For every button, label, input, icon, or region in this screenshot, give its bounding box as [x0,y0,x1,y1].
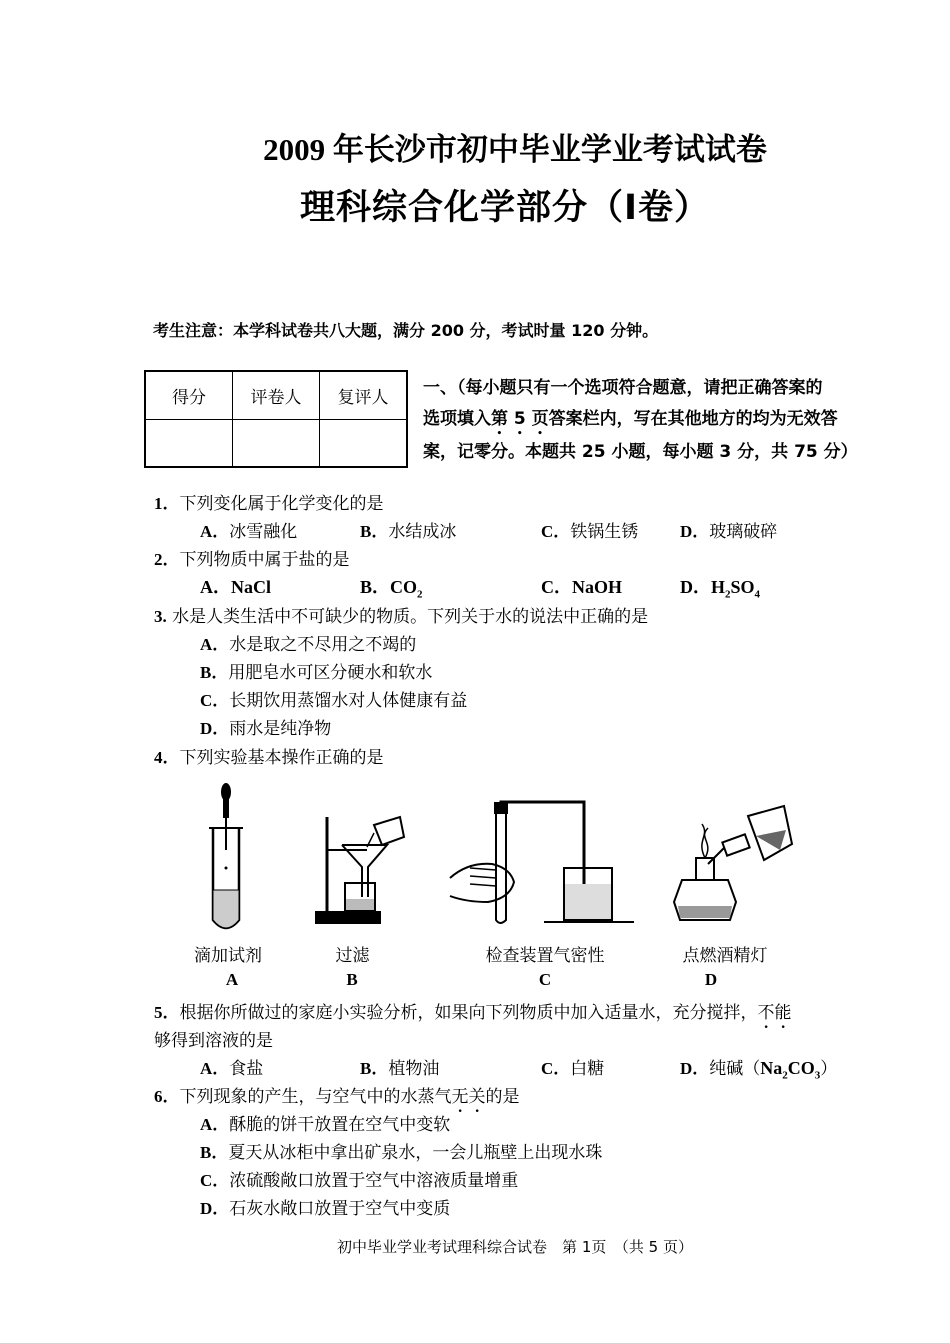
q6-option-c[interactable]: C．浓硫酸敞口放置于空气中溶液质量增重 [200,1171,519,1191]
emphasis-unrelated: 无关 [451,1087,486,1107]
score-table [144,370,408,468]
exam-notice: 考生注意：本学科试卷共八大题，满分 200 分，考试时量 120 分钟。 [153,321,659,340]
q3-option-b[interactable]: B．用肥皂水可区分硬水和软水 [200,663,433,683]
section1-line1: 一、（每小题只有一个选项符合题意，请把正确答案的 [423,378,823,398]
q5-option-a[interactable]: A．食盐 [200,1059,264,1079]
q2-option-c[interactable]: C．NaOH [541,577,622,597]
q5-option-c[interactable]: C．白糖 [541,1059,605,1079]
emphasis-not: 不能 [757,1003,792,1023]
filtration-illustration [312,805,412,930]
q6-option-b[interactable]: B．夏天从冰柜中拿出矿泉水，一会儿瓶壁上出现水珠 [200,1143,603,1163]
exam-title: 2009 年长沙市初中毕业学业考试试卷 [263,132,767,167]
q2-option-d[interactable]: D．$H_2SO_4$ [680,577,761,601]
figure-letter-a[interactable]: A [225,970,239,989]
q1-option-d[interactable]: D．玻璃破碎 [680,522,778,542]
section1-line3: 案，记零分。本题共 25 小题，每小题 3 分，共 75 分） [423,442,858,462]
question-2: 2．下列物质中属于盐的是 [154,550,350,570]
score-header-score: 得分 [145,371,233,420]
figure-letter-d[interactable]: D [704,970,718,989]
q2-option-b[interactable]: B．$CO_2$ [360,577,423,601]
page-footer: 初中毕业学业考试理科综合试卷 第 1页 （共 5 页） [337,1238,693,1256]
score-cell[interactable] [145,420,233,468]
q6-option-a[interactable]: A．酥脆的饼干放置在空气中变软 [200,1115,451,1135]
q2-option-a[interactable]: A．NaCl [200,577,271,597]
caption-c: 检查装置气密性 [485,946,605,966]
reviewer-cell[interactable] [320,420,408,468]
question-1: 1．下列变化属于化学变化的是 [154,494,384,514]
score-header-grader: 评卷人 [233,371,320,420]
grader-cell[interactable] [233,420,320,468]
question-4: 4．下列实验基本操作正确的是 [154,748,384,768]
section1-line2: 选项填入第 5 页答案栏内，写在其他地方的均为无效答 [423,409,838,429]
q3-option-c[interactable]: C．长期饮用蒸馏水对人体健康有益 [200,691,468,711]
figure-letter-c[interactable]: C [538,970,552,989]
q3-option-a[interactable]: A．水是取之不尽用之不竭的 [200,635,417,655]
q1-option-b[interactable]: B．水结成冰 [360,522,457,542]
score-header-reviewer: 复评人 [320,371,408,420]
question-5: 5．根据你所做过的家庭小实验分析，如果向下列物质中加入适量水，充分搅拌，不能 [154,1003,792,1023]
q1-option-a[interactable]: A．冰雪融化 [200,522,298,542]
caption-b: 过滤 [335,946,370,966]
question-3: 3. 水是人类生活中不可缺少的物质。下列关于水的说法中正确的是 [154,607,649,627]
q1-option-c[interactable]: C．铁锅生锈 [541,522,639,542]
exam-subtitle: 理科综合化学部分（Ⅰ卷） [299,188,711,228]
q6-option-d[interactable]: D．石灰水敞口放置于空气中变质 [200,1199,451,1219]
alcohol-lamp-illustration [668,802,800,927]
airtightness-check-illustration [448,798,638,928]
q3-option-d[interactable]: D．雨水是纯净物 [200,719,332,739]
q5-option-b[interactable]: B．植物油 [360,1059,440,1079]
q5-option-d[interactable]: D．纯碱$(Na_2CO_3)$ [680,1058,838,1082]
figure-letter-b[interactable]: B [346,970,358,989]
emphasis-page: 第 5 页 [491,409,549,429]
caption-a: 滴加试剂 [194,946,262,966]
caption-d: 点燃酒精灯 [682,946,768,966]
dropper-testtube-illustration [195,780,255,935]
question-5-line2: 够得到溶液的是 [154,1031,273,1051]
question-6: 6．下列现象的产生，与空气中的水蒸气无关的是 [154,1087,520,1107]
